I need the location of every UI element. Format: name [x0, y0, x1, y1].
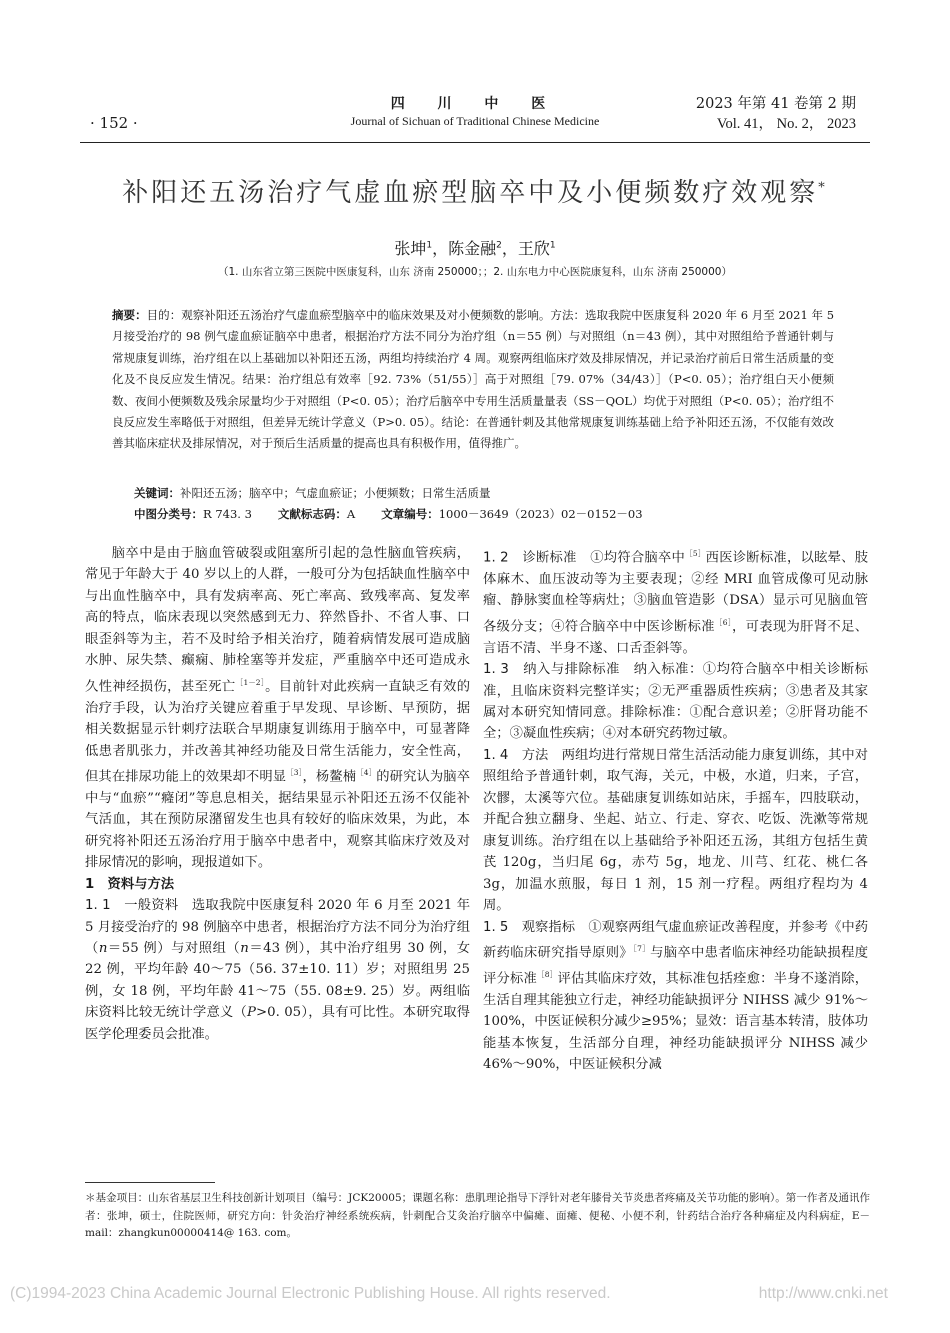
stat-symbol: n — [98, 941, 108, 956]
doc-code-label: 文献标志码： — [277, 507, 347, 521]
abstract-label: 摘要： — [112, 308, 147, 322]
subsection-heading: 1. 5 观察指标 — [483, 919, 576, 935]
subsection-1-5 — [483, 917, 868, 1076]
intro-text: 。目前针对此疾病一直缺乏有效的治疗手段，认为治疗关键应着重于早发现、早诊断、早预防，据相关数据显示针刺疗法联合早期康复训练用于脑卒中，可显著降低患者肌张力，并改善其神经功能及日常生活能力，安全性高，但其在排尿功能上的效果却不明显 — [85, 679, 471, 785]
article-title — [60, 172, 890, 209]
body-text: ①均符合脑卒中 — [576, 550, 686, 566]
citation: ［4］ — [356, 767, 377, 777]
journal-name-en: Journal of Sichuan of Traditional Chinese Medicine — [350, 114, 600, 128]
body-text: ，可表现为肝肾不足、言语不清、半身不遂、口舌歪斜等。 — [483, 619, 869, 656]
author-sep: ， — [501, 239, 518, 258]
article-id-label: 文章编号： — [381, 507, 439, 521]
left-column — [85, 543, 470, 1045]
author-3: 王欣 — [517, 239, 550, 258]
footnote: ＊基金项目：山东省基层卫生科技创新计划项目（编号：JCK20005；课题名称：患肌理论指导下浮针对老年膝骨关节炎患者疼痛及关节功能的影响）。第一作者及通讯作者：张坤，硕士，住院医师，研究方向：针灸治疗神经系统疾病，针刺配合艾灸治疗脑卒中偏瘫、面瘫、便秘、小便不利，针药结合治疗各种痛症及内科病症，E－mail：zhangkun00000414@ 163. com。 — [85, 1192, 870, 1239]
citation: ［3］ — [286, 767, 303, 777]
citation: ［5］ — [685, 549, 706, 558]
page-number: · 152 · — [90, 114, 138, 132]
body-text: 与脑卒中患者临床神经功能缺损程度评分标准 — [483, 945, 869, 987]
subsection-1-2 — [483, 543, 868, 659]
subsection-1-4 — [483, 745, 868, 917]
author-list — [0, 236, 950, 259]
author-sep: ， — [432, 239, 449, 258]
citation: ［1－2］ — [235, 677, 266, 687]
author-1: 张坤 — [394, 239, 427, 258]
clc-value: R 743. 3 — [203, 507, 252, 521]
classification-line — [134, 504, 834, 525]
footnote-divider — [85, 1182, 215, 1183]
stat-symbol: n — [240, 941, 249, 956]
stat-symbol: P — [247, 1005, 256, 1021]
copyright-watermark: (C)1994-2023 China Academic Journal Electronic Publishing House. All rights reserved. — [10, 1285, 611, 1302]
body-text: >0. 05），具有可比性。本研究取得医学伦理委员会批准。 — [85, 1005, 471, 1042]
right-column — [483, 543, 868, 1076]
keywords — [134, 483, 834, 504]
body-text: ①观察两组气虚血瘀证改善程度，并参考《中药新药临床研究指导原则》 — [483, 919, 869, 961]
citation: ［8］ — [537, 969, 558, 979]
subsection-1-1 — [85, 895, 470, 1045]
body-text: 两组均进行常规日常生活活动能力康复训练，其中对照组给予普通针刺，取气海，关元，中极，水道，归来，子宫，次髎，太溪等穴位。基础康复训练如站床，手摇车，四肢联动，并配合独立翻身、坐起、站立、行走、穿衣、吃饭、洗漱等常规康复训练。治疗组在以上基础给予补阳还五汤，其组方包括生黄芪 120g，当归尾 6g，赤芍 5g，地龙、川芎、红花、桃仁各 3g，加温水煎服，每日 1 剂，15 剂一疗程。两组疗程均为 4 周。 — [483, 747, 868, 914]
intro-text: ，杨鳌楠 — [302, 769, 357, 785]
intro-text: 脑卒中是由于脑血管破裂或阻塞所引起的急性脑血管疾病，常见于年龄大于 40 岁以上的人群，一般可分为包括缺血性脑卒中与出血性脑卒中，具有发病率高、死亡率高、致残率高、复发率高的特点，临床表现以突然感到无力、猝然昏扑、不省人事、口眼歪斜等为主，若不及时给予相关治疗，随着病情发展可造成脑水肿、尿失禁、癫痫、肺栓塞等并发症，严重脑卒中还可造成永久性神经损伤，甚至死亡 — [85, 546, 470, 695]
subsection-heading: 1. 4 方法 — [483, 747, 549, 763]
keywords-label: 关键词： — [134, 486, 180, 500]
author-3-affil: 1 — [549, 240, 556, 251]
clc-label: 中图分类号： — [134, 507, 203, 521]
body-text: 西医诊断标准，以眩晕、肢体麻木、血压波动等为主要表现；②经 MRI 血管成像可见动脉瘤、静脉窦血栓等病灶；③脑血管造影（DSA）显示可见脑血管各级分支；④符合脑卒中中医诊断标准 — [483, 550, 869, 635]
subsection-1-3 — [483, 659, 868, 745]
abstract — [112, 305, 834, 455]
doc-code-value: A — [346, 507, 356, 521]
author-1-affil: 1 — [426, 240, 433, 251]
citation: ［7］ — [633, 944, 651, 953]
affiliations: （1. 山东省立第三医院中医康复科，山东 济南 250000；；2. 山东电力中心医院康复科，山东 济南 250000） — [218, 266, 732, 278]
journal-name-cn: 四 川 中 医 — [390, 96, 560, 112]
issue-en: Vol. 41， No. 2， 2023 — [716, 116, 856, 132]
running-header — [80, 90, 870, 143]
citation: ［6］ — [714, 617, 732, 627]
author-2-affil: 2 — [496, 240, 502, 251]
article-id-value: 1000－3649（2023）02－0152－03 — [438, 507, 643, 521]
section-heading: 1 资料与方法 — [85, 876, 175, 892]
body-text: 选取我院中医康复科 2020 年 6 月至 2021 年 5 月接受治疗的 98 例脑卒中患者，根据治疗方法不同分为治疗组（ — [85, 898, 471, 956]
abstract-text: 目的：观察补阳还五汤治疗气虚血瘀型脑卒中的临床效果及对小便频数的影响。方法：选取我院中医康复科 2020 年 6 月至 2021 年 5 月接受治疗的 98 例气虚血瘀证脑卒中患者，根据治疗方法不同分为治疗组（n＝55 例）与对照组（n＝43 例），其中对照组给予普通针刺与常规康复训练，治疗组在以上基础加以补阳还五汤，两组均持续治疗 4 周。观察两组临床疗效及排尿情况，并记录治疗前后日常生活质量的变化及不良反应发生情况。结果：治疗组总有效率［92. 73%（51/55）］高于对照组［79. 07%（34/43）］（P<0. 05）；治疗组白天小便频数、夜间小便频数及残余尿量均少于对照组（P<0. 05）；治疗后脑卒中专用生活质量量表（SS－QOL）均优于对照组（P<0. 05）；治疗组不良反应发生率略低于对照组，但差异无统计学意义（P>0. 05）。结论：在普通针刺及其他常规康复训练基础上给予补阳还五汤，不仅能有效改善其临床症状及排尿情况，对于预后生活质量的提高也具有积极作用，值得推广。 — [112, 308, 835, 451]
body-text: 纳入标准：①均符合脑卒中相关诊断标准，且临床资料完整详实；②无严重器质性疾病；③患者及其家属对本研究知情同意。排除标准：①配合意识差；②肝肾功能不全；③凝血性疾病；④对本研究药物过敏。 — [483, 662, 869, 742]
subsection-heading: 1. 3 纳入与排除标准 — [483, 662, 620, 678]
subsection-heading: 1. 1 一般资料 — [85, 898, 179, 914]
title-footnote-mark: * — [818, 180, 828, 196]
issue-cn: 2023 年第 41 卷第 2 期 — [695, 96, 856, 112]
body-text: ＝55 例）与对照组（ — [107, 941, 241, 956]
body-text: ＝43 例），其中治疗组男 30 例，女 22 例，平均年龄 40～75（56. 37±10. 11）岁；对照组男 25 例，女 18 例，平均年龄 41～75（55. 08±9. 25）岁。两组临床资料比较无统计学意义（ — [85, 941, 470, 1021]
intro-text: 的研究认为脑卒中与“血瘀”“癃闭”等息息相关，据结果显示补阳还五汤不仅能补气活血，其在预防尿潴留发生也具有较好的临床效果，为此，本研究将补阳还五汤治疗用于脑卒中患者中，观察其临床疗效及对排尿情况的影响，现报道如下。 — [85, 769, 470, 871]
author-2: 陈金融 — [448, 239, 497, 258]
intro-paragraph — [85, 543, 470, 874]
article-title-text: 补阳还五汤治疗气虚血瘀型脑卒中及小便频数疗效观察 — [122, 178, 819, 208]
subsection-heading: 1. 2 诊断标准 — [483, 550, 577, 566]
body-text: 评估其临床疗效，其标准包括痊愈：半身不遂消除，生活自理其能独立行走，神经功能缺损评分 NIHSS 减少 91%～100%，中医证候积分减少≥95%；显效：语言基本转清，肢体功能基本恢复，生活部分自理，神经功能缺损评分 NIHSS 减少 46%～90%，中医证候积分减 — [483, 971, 869, 1073]
cnki-url-watermark: http://www.cnki.net — [758, 1285, 888, 1302]
keywords-text: 补阳还五汤；脑卒中；气虚血瘀证；小便频数；日常生活质量 — [180, 486, 491, 500]
